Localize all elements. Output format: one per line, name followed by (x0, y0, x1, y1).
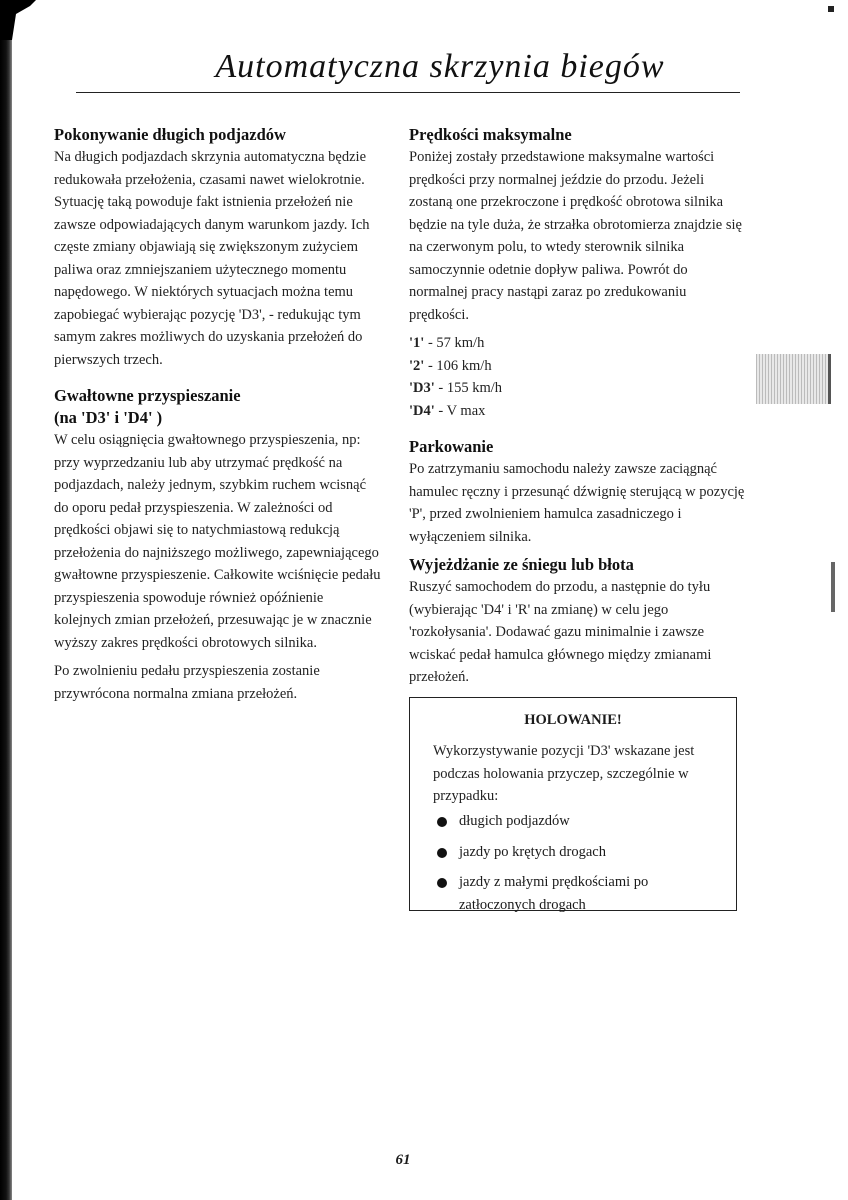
list-item-text: jazdy po krętych drogach (459, 843, 606, 860)
warning-list (433, 810, 725, 924)
page-number: 61 (395, 1152, 411, 1168)
section-rapid-acceleration (54, 385, 384, 705)
warning-text: Wykorzystywanie pozycji 'D3' wskazane jest podczas holowania przyczep, szczególnie w przypadku: (433, 743, 695, 804)
section-max-speeds (409, 124, 747, 422)
speed-row (409, 355, 747, 378)
section-text: W celu osiągnięcia gwałtownego przyspieszenia, np: przy wyprzedzaniu lub aby utrzymać prędkość na podjazdach, należy jednym, szybkim ruchem wcisnąć do oporu pedał przyspieszenia. W zależności od prędkości objawi się to natychmiastową redukcją przełożenia do najniższego możliwego, zapewniającego gwałtowne przyspieszenie. Całkowite wciśnięcie pedału przyspieszenia spowoduje również opóźnienie kolejnych zmian przełożeń, przesuwając je w znacznie wyższy zakres prędkości obrotowych silnika. (54, 432, 381, 651)
list-item-text: jazdy z małymi prędkościami po zatłoczonych drogach (459, 874, 649, 913)
towing-warning-box (409, 697, 737, 911)
chapter-tab-marker (756, 354, 831, 404)
right-column (409, 124, 747, 689)
speed-value: - 106 km/h (424, 357, 492, 374)
section-heading: Pokonywanie długich podjazdów (54, 125, 286, 144)
section-heading (54, 385, 384, 429)
warning-title: HOLOWANIE! (524, 712, 622, 728)
page-binding-edge (0, 0, 12, 1200)
bullet-icon (437, 848, 447, 858)
section-parking (409, 436, 747, 548)
section-heading: Parkowanie (409, 437, 494, 456)
section-text: Poniżej zostały przedstawione maksymalne wartości prędkości przy normalnej jeździe do przodu. Jeżeli zostaną one przekroczone i prędkość obrotowa silnika będzie na tyle duża, że strzałka obrotomierza znajdzie się na czerwonym polu, to wtedy sterownik silnika samoczynnie odetnie dopływ paliwa. Powrót do normalnej pracy nastąpi zaraz po zredukowaniu prędkości. (409, 149, 742, 323)
section-heading: Prędkości maksymalne (409, 125, 572, 144)
section-text: Na długich podjazdach skrzynia automatyczna będzie redukowała przełożenia, czasami nawet wielokrotnie. Sytuację taką powoduje fakt istnienia przełożeń nie zawsze odpowiadających danym warunkom jazdy. Ich częste zmiany objawiają się zwiększonym zużyciem paliwa oraz zmniejszaniem użytecznego momentu napędowego. W niektórych sytuacjach można temu zapobiegać wybierając pozycję 'D3', - redukując tym samym zakres możliwych do uzyskania przełożeń do pierwszych trzech. (54, 149, 370, 368)
speed-value: - 57 km/h (424, 335, 485, 351)
title-rule (76, 92, 740, 93)
page-title: Automatyczna skrzynia biegów (215, 48, 665, 85)
section-text-2: Po zwolnieniu pedału przyspieszenia zostanie przywrócona normalna zmiana przełożeń. (54, 663, 320, 702)
speed-gear: 'D3' (409, 380, 435, 396)
speed-gear: 'D4' (409, 402, 435, 419)
section-heading: Wyjeżdżanie ze śniegu lub błota (409, 555, 634, 574)
heading-line-2: (na 'D3' i 'D4' ) (54, 408, 163, 427)
speed-value: - V max (434, 402, 486, 419)
speed-value: - 155 km/h (434, 380, 503, 396)
section-text: Ruszyć samochodem do przodu, a następnie do tyłu (wybierając 'D4' i 'R' na zmianę) w celu jego 'rozkołysania'. Dodawać gazu minimalnie i zawsze wciskać pedał hamulca głównego między zmianami przełożeń. (409, 579, 712, 685)
section-snow-mud (409, 554, 747, 689)
speed-row (409, 332, 747, 355)
speed-row (409, 377, 747, 400)
speed-gear: '2' (409, 357, 425, 374)
section-text: Po zatrzymaniu samochodu należy zawsze zaciągnąć hamulec ręczny i przesunąć dźwignię sterującą w pozycję 'P', przed zwolnieniem hamulca zasadniczego i wyłączeniem silnika. (409, 461, 745, 545)
left-column (54, 124, 384, 705)
heading-line-1: Gwałtowne przyspieszanie (54, 386, 241, 405)
list-item (433, 810, 725, 833)
speed-row (409, 400, 747, 423)
bullet-icon (437, 878, 447, 888)
bullet-icon (437, 817, 447, 827)
scan-edge-mark (831, 562, 835, 612)
binding-corner-shape (0, 0, 36, 40)
section-long-climbs (54, 124, 384, 371)
speed-gear: '1' (409, 335, 425, 351)
list-item-text: długich podjazdów (459, 813, 570, 829)
scan-corner-mark (828, 6, 834, 12)
list-item (433, 841, 725, 864)
list-item (433, 871, 725, 916)
